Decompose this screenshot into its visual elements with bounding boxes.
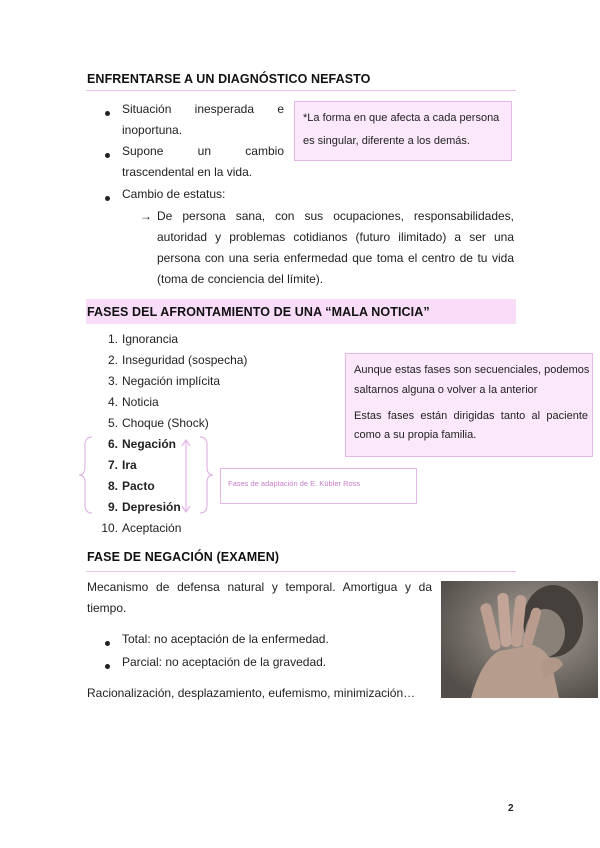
item-label: Ira <box>122 458 137 472</box>
bullet-icon <box>104 657 112 665</box>
note-box-fases <box>345 353 593 457</box>
kubler-label: Fases de adaptación de E. Kübler Ross <box>228 479 361 488</box>
bullet-text: Cambio de estatus: <box>122 187 226 201</box>
section-title-diagnostico: ENFRENTARSE A UN DIAGNÓSTICO NEFASTO <box>87 72 371 86</box>
list-item <box>100 521 181 535</box>
item-label: Pacto <box>122 479 155 493</box>
bullet-icon <box>104 146 112 154</box>
item-number: 10. <box>101 521 118 535</box>
item-number: 9. <box>107 500 118 514</box>
item-number: 4. <box>107 395 118 409</box>
item-label: Ignorancia <box>122 332 179 346</box>
list-item <box>100 374 220 388</box>
list-item <box>100 332 178 346</box>
sub-text: persona con una seria enfermedad que toma el centro de tu vida <box>157 251 514 265</box>
item-number: 7. <box>107 458 118 472</box>
item-number: 8. <box>107 479 118 493</box>
item-number: 2. <box>107 353 118 367</box>
kubler-label-box <box>220 468 417 504</box>
note-text: saltarnos alguna o volver a la anterior <box>354 384 538 396</box>
list-item <box>100 416 209 430</box>
brace-decoration <box>76 433 226 517</box>
item-label: Choque (Shock) <box>122 416 209 430</box>
denial-photo <box>441 581 598 698</box>
sub-text: (toma de conciencia del límite). <box>157 272 324 286</box>
item-number: 1. <box>107 332 118 346</box>
item-label: Inseguridad (sospecha) <box>122 353 248 367</box>
item-label: Noticia <box>122 395 159 409</box>
list-item <box>100 395 159 409</box>
list-item <box>100 353 247 367</box>
item-label: Aceptación <box>122 521 182 535</box>
bullet-text: Situación inesperada e <box>122 102 284 116</box>
section-divider <box>86 90 516 91</box>
bullet-icon <box>104 104 112 112</box>
item-number: 6. <box>107 437 118 451</box>
item-number: 3. <box>107 374 118 388</box>
bullet-icon <box>104 189 112 197</box>
bullet-text: Total: no aceptación de la enfermedad. <box>122 632 329 646</box>
bullet-text: Supone un cambio <box>122 144 284 158</box>
note-text: es singular, diferente a los demás. <box>303 135 470 147</box>
note-text: *La forma en que afecta a cada persona <box>303 112 500 124</box>
item-label: Depresión <box>122 500 181 514</box>
section-divider <box>86 571 516 572</box>
paragraph-text: tiempo. <box>87 601 127 615</box>
item-number: 5. <box>107 416 118 430</box>
note-text: Estas fases están dirigidas tanto al paciente <box>354 410 588 422</box>
bullet-text: trascendental en la vida. <box>122 165 253 179</box>
hand-raised-icon <box>441 581 598 698</box>
sub-text: De persona sana, con sus ocupaciones, responsabilidades, <box>157 209 514 223</box>
paragraph-text: Mecanismo de defensa natural y temporal. Amortigua y da <box>87 580 432 594</box>
right-brace-icon <box>200 437 213 513</box>
note-text: Aunque estas fases son secuenciales, podemos <box>354 364 590 376</box>
page-number: 2 <box>508 803 514 814</box>
arrow-icon: → <box>140 209 152 223</box>
sub-text: autoridad y problemas cotidianos (futuro ilimitado) a ser una <box>157 230 514 244</box>
bullet-icon <box>104 634 112 642</box>
bullet-text: inoportuna. <box>122 123 183 137</box>
note-box-singular <box>294 101 512 161</box>
left-brace-icon <box>79 437 92 513</box>
note-text: como a su propia familia. <box>354 429 477 441</box>
item-label: Negación implícita <box>122 374 221 388</box>
item-label: Negación <box>122 437 177 451</box>
section-title-negacion: FASE DE NEGACIÓN (EXAMEN) <box>87 550 280 564</box>
section-title-fases: FASES DEL AFRONTAMIENTO DE UNA “MALA NOTICIA” <box>87 305 430 319</box>
bullet-text: Parcial: no aceptación de la gravedad. <box>122 655 327 669</box>
closing-text: Racionalización, desplazamiento, eufemismo, minimización… <box>87 686 416 700</box>
